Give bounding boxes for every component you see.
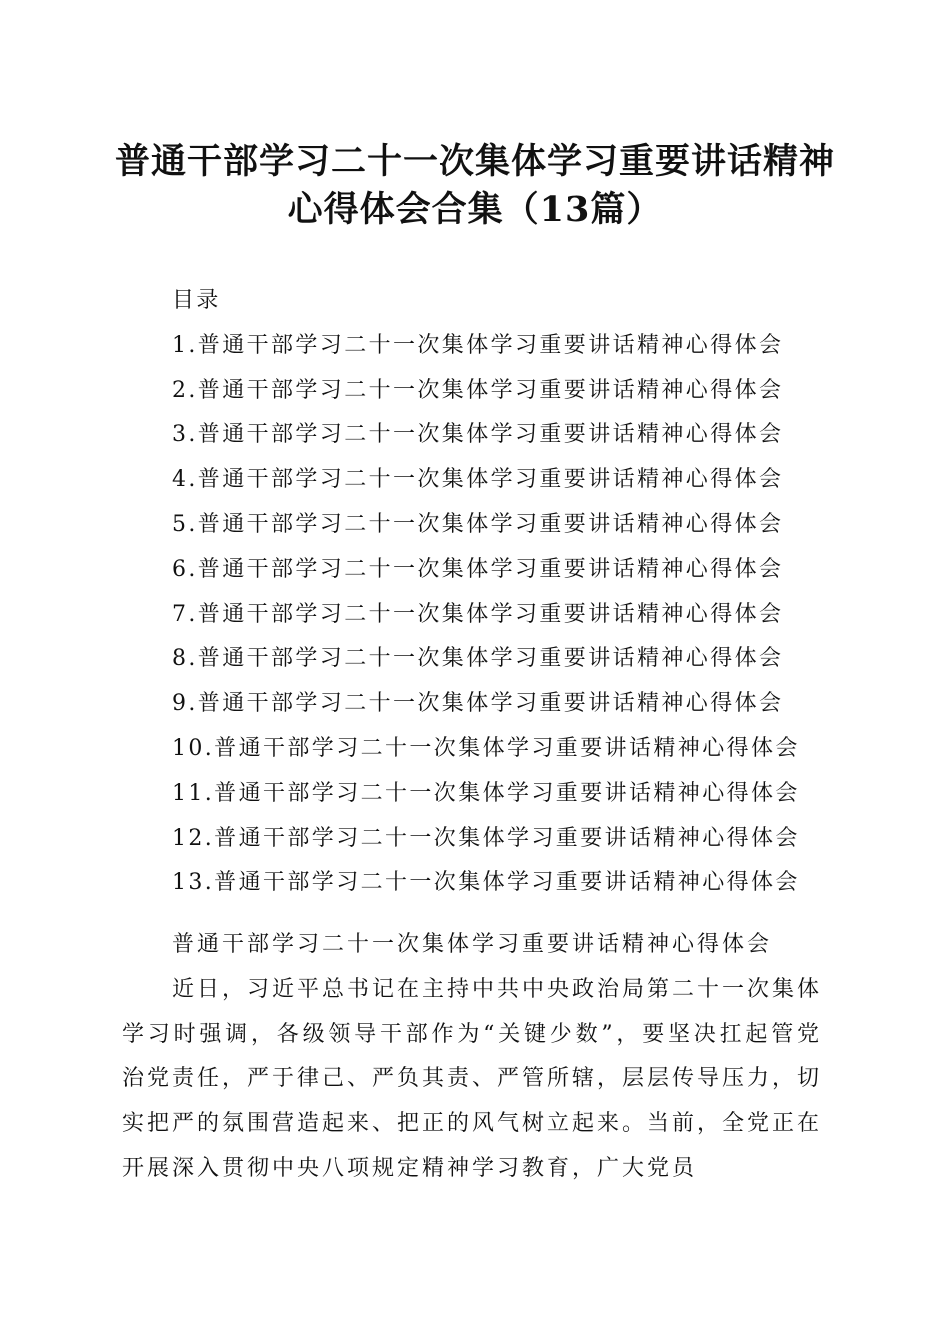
toc-item: 3.普通干部学习二十一次集体学习重要讲话精神心得体会 (172, 422, 784, 448)
toc-item: 13.普通干部学习二十一次集体学习重要讲话精神心得体会 (172, 870, 800, 896)
toc-item: 6.普通干部学习二十一次集体学习重要讲话精神心得体会 (172, 556, 784, 582)
title-line-2: 心得体会合集（13篇） (287, 189, 663, 230)
toc-item: 1.普通干部学习二十一次集体学习重要讲话精神心得体会 (172, 332, 784, 358)
toc-item: 11.普通干部学习二十一次集体学习重要讲话精神心得体会 (172, 780, 800, 806)
document-title (0, 138, 950, 234)
toc-label: 目录 (172, 288, 221, 313)
toc-item: 12.普通干部学习二十一次集体学习重要讲话精神心得体会 (172, 825, 800, 851)
title-line-1: 普通干部学习二十一次集体学习重要讲话精神 (114, 141, 835, 182)
toc-item: 7.普通干部学习二十一次集体学习重要讲话精神心得体会 (172, 601, 784, 627)
section-heading: 普通干部学习二十一次集体学习重要讲话精神心得体会 (172, 932, 773, 957)
toc-item: 2.普通干部学习二十一次集体学习重要讲话精神心得体会 (172, 377, 784, 403)
toc-item: 4.普通干部学习二十一次集体学习重要讲话精神心得体会 (172, 467, 784, 493)
document-body (122, 923, 822, 1192)
toc-item: 9.普通干部学习二十一次集体学习重要讲话精神心得体会 (172, 691, 784, 717)
toc-item: 8.普通干部学习二十一次集体学习重要讲话精神心得体会 (172, 646, 784, 672)
table-of-contents (172, 279, 800, 906)
toc-item: 10.普通干部学习二十一次集体学习重要讲话精神心得体会 (172, 735, 800, 761)
toc-item: 5.普通干部学习二十一次集体学习重要讲话精神心得体会 (172, 511, 784, 537)
body-paragraph: 近日，习近平总书记在主持中共中央政治局第二十一次集体学习时强调，各级领导干部作为“关键少数”，要坚决扛起管党治党责任，严于律己、严负其责、严管所辖，层层传导压力，切实把严的氛围营造起来、把正的风气树立起来。当前，全党正在开展深入贯彻中央八项规定精神学习教育，广大党员 (122, 976, 823, 1181)
